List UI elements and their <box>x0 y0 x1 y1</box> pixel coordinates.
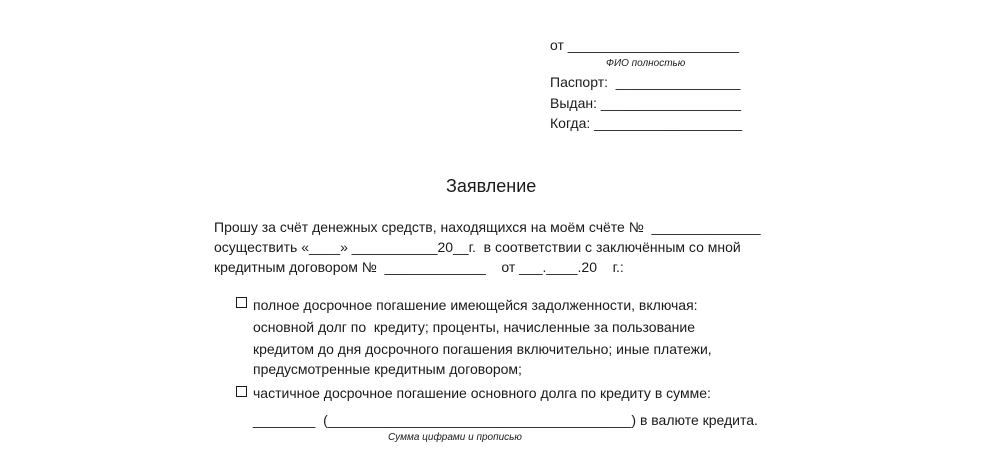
from-line: от ______________________ <box>550 37 740 53</box>
paragraph-line-3: кредитным договором № _____________ от ___.____.20 г.: <box>214 259 624 275</box>
partial-repayment-checkbox[interactable] <box>236 386 247 397</box>
issued-line: Выдан: __________________ <box>550 95 742 111</box>
full-repayment-line-2: основной долг по кредиту; проценты, начисленные за пользование <box>253 319 695 335</box>
full-repayment-line-1: полное досрочное погашение имеющейся задолженности, включая: <box>253 297 698 313</box>
paragraph-line-2: осуществить «____» ___________20__г. в соответствии с заключённым со мной <box>214 239 741 255</box>
fio-caption: ФИО полностью <box>606 58 686 69</box>
document-title: Заявление <box>446 176 537 196</box>
partial-repayment-line-1: частичное досрочное погашение основного долга по кредиту в сумме: <box>253 385 711 401</box>
full-repayment-line-3: кредитом до дня досрочного погашения включительно; иные платежи, <box>253 341 712 357</box>
full-repayment-line-4: предусмотренные кредитным договором; <box>253 361 522 377</box>
full-repayment-checkbox[interactable] <box>236 297 247 308</box>
when-line: Когда: ___________________ <box>550 115 743 131</box>
amount-caption: Сумма цифрами и прописью <box>388 432 522 443</box>
passport-line: Паспорт: ________________ <box>550 74 741 90</box>
paragraph-line-1: Прошу за счёт денежных средств, находящихся на моём счёте № ______________ <box>214 219 761 235</box>
partial-amount-line: ________ (_______________________________________) в валюте кредита. <box>253 412 758 428</box>
